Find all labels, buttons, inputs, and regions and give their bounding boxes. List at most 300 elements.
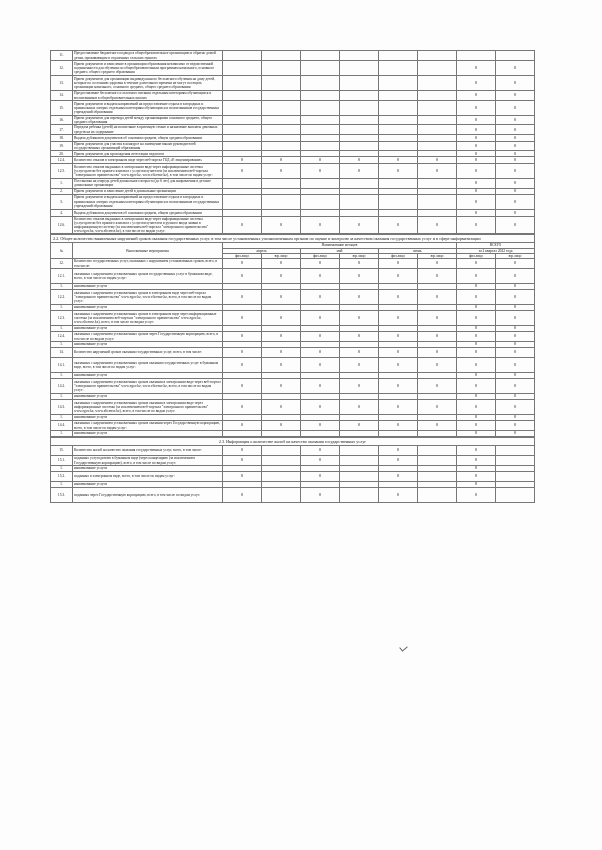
value-cell: 0 — [457, 305, 496, 311]
value-cell: 0 — [457, 482, 496, 488]
value-cell: 0 — [301, 164, 340, 179]
value-cell: 0 — [301, 446, 340, 456]
row-description: Передача ребенка (детей) на воспитание в приемную семью и назначение выплаты денежных средств на их содержание — [73, 125, 223, 134]
table-row — [51, 259, 535, 269]
value-cell — [223, 125, 262, 134]
value-cell: 0 — [496, 151, 535, 157]
value-cell: 0 — [418, 358, 457, 373]
value-cell: 0 — [379, 290, 418, 305]
value-cell: 0 — [301, 311, 340, 326]
value-cell — [418, 134, 457, 141]
value-cell: 0 — [457, 400, 496, 415]
value-cell: 0 — [418, 164, 457, 179]
value-cell: 0 — [496, 290, 535, 305]
value-cell: 0 — [340, 290, 379, 305]
row-number: 13. — [51, 76, 73, 91]
value-cell: 0 — [379, 379, 418, 394]
value-cell — [262, 209, 301, 216]
value-cell: 0 — [457, 91, 496, 101]
value-cell — [418, 91, 457, 101]
subcol-phys: физ.лицо — [457, 253, 496, 258]
row-number: 1. — [51, 326, 73, 332]
row-description: наименование услуги — [73, 284, 223, 290]
value-cell: 0 — [340, 311, 379, 326]
row-number: 12.2. — [51, 290, 73, 305]
value-cell — [379, 134, 418, 141]
table-row — [51, 76, 535, 91]
row-number: 1. — [51, 305, 73, 311]
subcol-phys: физ.лицо — [223, 253, 262, 258]
table-row — [51, 269, 535, 284]
value-cell: 0 — [379, 400, 418, 415]
value-cell: 0 — [301, 290, 340, 305]
value-cell — [262, 51, 301, 61]
value-cell: 0 — [457, 446, 496, 456]
value-cell — [418, 51, 457, 61]
table-row — [51, 116, 535, 125]
value-cell: 0 — [340, 259, 379, 269]
section-2-3-title: 2.3. Информация о количестве жалоб на качество оказания государственных услуг — [50, 437, 535, 445]
table-row — [51, 179, 535, 188]
value-cell: 0 — [496, 379, 535, 394]
value-cell — [379, 141, 418, 150]
row-description: оказанных с нарушением установленных сроков в электронном виде через веб-портал "электронного правительства" www.egov.kz, www.elicense.kz, всего, в том числе по видам услуг: — [73, 290, 223, 305]
value-cell: 0 — [379, 348, 418, 358]
value-cell: 0 — [262, 348, 301, 358]
value-cell — [301, 61, 340, 76]
value-cell: 0 — [340, 269, 379, 284]
value-cell — [496, 456, 535, 466]
col-total-header: ВСЕГО — [457, 243, 535, 248]
value-cell: 0 — [457, 421, 496, 431]
value-cell: 0 — [496, 141, 535, 150]
value-cell: 0 — [223, 446, 262, 456]
value-cell — [379, 61, 418, 76]
value-cell: 0 — [457, 373, 496, 379]
value-cell — [262, 472, 301, 482]
table-row — [51, 290, 535, 305]
value-cell — [340, 431, 379, 437]
value-cell — [262, 61, 301, 76]
total-period-header: за 2 квартал 2022 года — [457, 248, 535, 253]
table-row — [51, 472, 535, 482]
value-cell — [262, 76, 301, 91]
value-cell — [379, 116, 418, 125]
row-description: Постановка на очередь детей дошкольного возраста (до 6 лет) для направления в детские дошкольные организации — [73, 179, 223, 188]
value-cell: 0 — [379, 164, 418, 179]
value-cell: 0 — [418, 421, 457, 431]
value-cell — [262, 431, 301, 437]
value-cell: 0 — [457, 284, 496, 290]
value-cell — [340, 141, 379, 150]
value-cell: 0 — [457, 342, 496, 348]
row-description: наименование услуги — [73, 394, 223, 400]
value-cell: 0 — [301, 332, 340, 342]
value-cell — [262, 116, 301, 125]
row-number: 14. — [51, 91, 73, 101]
value-cell — [379, 51, 418, 61]
value-cell: 0 — [301, 358, 340, 373]
value-cell: 0 — [457, 134, 496, 141]
value-cell: 0 — [418, 379, 457, 394]
row-description: Прием документов и выдача направлений на предоставление отдыха в загородных и пришкольных лагерях отдельным категориям обучающихся и воспитанников государственных учреждений образования — [73, 194, 223, 209]
row-description: Количество жалоб на качество оказания государственных услуг, всего, в том числе: — [73, 446, 223, 456]
value-cell — [379, 76, 418, 91]
value-cell: 0 — [457, 101, 496, 116]
value-cell: 0 — [457, 209, 496, 216]
value-cell: 0 — [262, 400, 301, 415]
value-cell — [262, 101, 301, 116]
value-cell — [301, 91, 340, 101]
value-cell: 0 — [496, 421, 535, 431]
table-row — [51, 358, 535, 373]
value-cell: 0 — [418, 332, 457, 342]
value-cell: 0 — [457, 76, 496, 91]
row-description: Прием документов и выдача направлений на предоставление отдыха в загородных и пришкольных лагерях отдельным категориям обучающихся и воспитанников государственных учреждений образования — [73, 101, 223, 116]
value-cell — [340, 194, 379, 209]
value-cell: 0 — [457, 472, 496, 482]
table-row — [51, 125, 535, 134]
row-number: 11. — [51, 51, 73, 61]
value-cell: 0 — [262, 358, 301, 373]
value-cell — [223, 134, 262, 141]
row-number: 1. — [51, 284, 73, 290]
row-number: 18. — [51, 134, 73, 141]
value-cell: 0 — [457, 394, 496, 400]
row-number: 15. — [51, 101, 73, 116]
row-description: оказанных с нарушением установленных сроков через Государственную корпорацию, всего, в том числе по видам услуг: — [73, 332, 223, 342]
col-event-header: Выполненные мероприятия — [73, 243, 223, 259]
row-description: оказанных с нарушением установленных сроков оказания в электронном виде через веб-портал "электронного правительства" www.egov.kz, www.elicense.kz, всего, в том числе по видам услуг: — [74, 379, 221, 393]
value-cell: 0 — [496, 415, 535, 421]
row-description: Прием документов для участия в конкурсе на замещение вакант руководителей государственных организаций образования — [73, 141, 223, 150]
value-cell: 0 — [301, 379, 340, 394]
value-cell: 0 — [418, 400, 457, 415]
value-cell: 0 — [418, 216, 457, 234]
subcol-phys: физ.лицо — [301, 253, 340, 258]
row-description: Количество отказов в электронном виде через веб-портал ГБД «Е-лицензирование» — [73, 157, 223, 164]
value-cell: 0 — [457, 269, 496, 284]
table-row — [51, 446, 535, 456]
row-description: Прием документов для организации индивидуального бесплатного обучения на дому детей, которые по состоянию здоровья в течение длительного времени не могут посещать организации начального, основного среднего, общего среднего образования — [73, 76, 223, 91]
value-cell: 0 — [301, 488, 340, 503]
value-cell — [262, 456, 301, 466]
value-cell — [223, 194, 262, 209]
value-cell: 0 — [301, 269, 340, 284]
row-number: 1. — [51, 415, 73, 421]
value-cell — [301, 209, 340, 216]
table-row — [51, 332, 535, 342]
col-period-header: Наименование месяцев — [223, 243, 457, 248]
value-cell: 0 — [262, 332, 301, 342]
row-description: наименование услуги — [73, 415, 223, 421]
value-cell: 0 — [379, 216, 418, 234]
row-description: Предоставление бесплатного и льготного питания отдельным категориям обучающихся и воспитанников в общеобразовательных школах — [73, 91, 223, 101]
value-cell: 0 — [223, 259, 262, 269]
value-cell: 0 — [457, 216, 496, 234]
row-number: 12.1. — [51, 269, 73, 284]
table-row — [51, 431, 535, 437]
value-cell — [262, 141, 301, 150]
value-cell: 0 — [223, 358, 262, 373]
value-cell: 0 — [379, 358, 418, 373]
value-cell: 0 — [301, 456, 340, 466]
value-cell — [301, 431, 340, 437]
value-cell — [418, 101, 457, 116]
row-description: Количество государственных услуг, оказанных с нарушением установленных сроков, всего, в том числе: — [73, 259, 223, 269]
value-cell: 0 — [457, 164, 496, 179]
row-description: оказанных с нарушением установленных сроков в электронном виде через информационные системы (за исключением веб-портала "электронного правительства" www.egov.kz, www.elicense.kz), всего, в том числе по видам услуг: — [73, 311, 223, 326]
row-number: 20. — [51, 151, 73, 157]
table-row — [51, 348, 535, 358]
value-cell — [223, 91, 262, 101]
value-cell — [496, 472, 535, 482]
value-cell — [379, 179, 418, 188]
table-violations — [50, 242, 535, 437]
row-number: 15. — [51, 446, 73, 456]
value-cell: 0 — [496, 305, 535, 311]
value-cell: 0 — [262, 290, 301, 305]
value-cell: 0 — [457, 348, 496, 358]
value-cell: 0 — [418, 311, 457, 326]
row-description: наименование услуги — [73, 466, 223, 472]
value-cell: 0 — [457, 332, 496, 342]
table-row — [51, 91, 535, 101]
value-cell — [340, 488, 379, 503]
row-description: Количество отказов выданных в электронном виде через информационные системы (услугодатели без прямого кэнтакта с услугополучателем (за исключением веб-портала "электронного правительства" www.egov.kz, www.elicense.kz), в том числе по видам услуг: — [73, 164, 223, 179]
value-cell: 0 — [496, 348, 535, 358]
table-row — [51, 194, 535, 209]
value-cell: 0 — [223, 311, 262, 326]
value-cell: 0 — [496, 76, 535, 91]
row-number: 12.4. — [51, 332, 73, 342]
value-cell: 0 — [223, 157, 262, 164]
value-cell: 0 — [301, 472, 340, 482]
value-cell — [223, 179, 262, 188]
value-cell — [340, 125, 379, 134]
value-cell — [496, 488, 535, 503]
value-cell: 0 — [379, 259, 418, 269]
value-cell: 0 — [340, 348, 379, 358]
value-cell: 0 — [457, 188, 496, 194]
row-description: поданных услугодателю в бумажном виде (через канцелярию (за исключением Государственную корпорацию), всего, в том числе по видам услуг: — [73, 456, 223, 466]
value-cell: 0 — [340, 379, 379, 394]
row-number: 14.1. — [51, 358, 73, 373]
value-cell — [262, 194, 301, 209]
value-cell: 0 — [418, 157, 457, 164]
value-cell: 0 — [496, 157, 535, 164]
table-row — [51, 400, 535, 415]
value-cell: 0 — [379, 311, 418, 326]
value-cell — [223, 76, 262, 91]
value-cell: 0 — [457, 141, 496, 150]
value-cell — [340, 179, 379, 188]
value-cell — [262, 134, 301, 141]
value-cell: 0 — [262, 269, 301, 284]
section-2-2-title: 2.2. Общее количество выявленных нарушений сроков оказания государственных услуг, в том числе установленных уполномоченным органом по оценке и контролю за качеством оказания государственных услуг и в сфере информатизации — [50, 234, 535, 242]
value-cell — [418, 125, 457, 134]
value-cell: 0 — [340, 332, 379, 342]
table-row — [51, 61, 535, 76]
col-num-header: № — [51, 243, 73, 259]
value-cell: 0 — [379, 421, 418, 431]
value-cell: 0 — [223, 290, 262, 305]
row-number: 1. — [51, 342, 73, 348]
month-april-header: апрель — [223, 248, 301, 253]
value-cell: 0 — [496, 259, 535, 269]
value-cell: 0 — [340, 216, 379, 234]
row-description: наименование услуги — [73, 326, 223, 332]
row-description: Прием документов для перевода детей между организациями основного среднего, общего среднего образования — [73, 116, 223, 125]
table-violations-body — [51, 259, 535, 437]
value-cell: 0 — [496, 373, 535, 379]
row-description: Выдача дубликатов документов об основном среднем, общем среднем образовании — [73, 134, 223, 141]
value-cell — [223, 61, 262, 76]
value-cell — [418, 194, 457, 209]
value-cell: 0 — [496, 284, 535, 290]
value-cell — [223, 101, 262, 116]
value-cell — [340, 446, 379, 456]
table-row — [51, 421, 535, 431]
value-cell — [418, 488, 457, 503]
value-cell: 0 — [379, 488, 418, 503]
value-cell — [379, 91, 418, 101]
row-description: Количество отказов выданных в электронном виде через информационные системы (услугодатели без прямого кэнтакта с услугополучателем и ручного ввода заявки в информационную систему (за исключением веб-портала "электронного правительства" www.egov.kz, www.elicense.kz), в том числе по видам услуг: — [73, 216, 223, 234]
value-cell: 0 — [457, 456, 496, 466]
value-cell — [379, 194, 418, 209]
report-page — [50, 50, 535, 503]
table-row — [51, 101, 535, 116]
value-cell: 0 — [262, 164, 301, 179]
row-description: наименование услуги — [73, 482, 223, 488]
row-description: Предоставление бюджетного подвода в общеобразовательное организацию и обратно домой детям, проживающим в отдаленных сельских пунктах — [73, 51, 223, 61]
value-cell: 0 — [418, 259, 457, 269]
value-cell — [379, 125, 418, 134]
row-number: 12.4. — [51, 157, 73, 164]
row-number: 12. — [51, 61, 73, 76]
value-cell — [418, 209, 457, 216]
value-cell: 0 — [496, 194, 535, 209]
row-number: 4. — [51, 209, 73, 216]
value-cell: 0 — [496, 342, 535, 348]
value-cell — [340, 76, 379, 91]
row-description: Выдача дубликатов документов об основном среднем, общем среднем образовании — [73, 209, 223, 216]
value-cell — [301, 51, 340, 61]
value-cell: 0 — [223, 332, 262, 342]
row-number: 16. — [51, 116, 73, 125]
pen-check-mark — [399, 643, 408, 651]
value-cell: 0 — [457, 61, 496, 76]
value-cell — [457, 51, 496, 61]
value-cell: 0 — [379, 332, 418, 342]
table-row — [51, 51, 535, 61]
value-cell: 0 — [418, 348, 457, 358]
value-cell: 0 — [301, 259, 340, 269]
row-number: 1. — [51, 394, 73, 400]
value-cell — [340, 456, 379, 466]
value-cell — [418, 456, 457, 466]
value-cell: 0 — [457, 157, 496, 164]
value-cell: 0 — [262, 157, 301, 164]
value-cell — [262, 488, 301, 503]
value-cell — [340, 134, 379, 141]
value-cell — [223, 141, 262, 150]
value-cell — [496, 51, 535, 61]
value-cell: 0 — [496, 394, 535, 400]
value-cell: 0 — [457, 431, 496, 437]
value-cell — [223, 116, 262, 125]
table-row — [51, 134, 535, 141]
value-cell: 0 — [301, 157, 340, 164]
value-cell: 0 — [457, 311, 496, 326]
value-cell: 0 — [496, 91, 535, 101]
value-cell: 0 — [340, 400, 379, 415]
row-description: наименование услуги — [73, 305, 223, 311]
value-cell: 0 — [496, 209, 535, 216]
value-cell: 0 — [496, 311, 535, 326]
value-cell — [340, 209, 379, 216]
row-number: 15.3. — [51, 488, 73, 503]
value-cell: 0 — [262, 311, 301, 326]
value-cell — [418, 116, 457, 125]
table-row — [51, 164, 535, 179]
value-cell: 0 — [496, 164, 535, 179]
value-cell — [340, 61, 379, 76]
row-number: 1. — [51, 373, 73, 379]
value-cell: 0 — [379, 456, 418, 466]
value-cell — [379, 431, 418, 437]
row-description: Прием документов и зачисление в организации образования независимо от ведомственной подчиненности для обучения по общеобразовательным программам начального, основного среднего, общего среднего образования — [73, 61, 223, 76]
value-cell: 0 — [457, 358, 496, 373]
row-description: оказанных с нарушением установленных сроков оказания через Государственную корпорацию, всего, в том числе по видам услуг: — [73, 421, 223, 431]
value-cell: 0 — [379, 157, 418, 164]
value-cell — [223, 209, 262, 216]
row-number: 1. — [51, 431, 73, 437]
table-row — [51, 141, 535, 150]
subcol-jur: юр.лицо — [496, 253, 535, 258]
value-cell: 0 — [340, 157, 379, 164]
value-cell — [262, 446, 301, 456]
row-number: 12.5. — [51, 164, 73, 179]
row-description: наименование услуги — [73, 431, 223, 437]
row-description: наименование услуги — [73, 342, 223, 348]
subcol-jur: юр.лицо — [418, 253, 457, 258]
value-cell: 0 — [223, 164, 262, 179]
value-cell — [301, 76, 340, 91]
value-cell: 0 — [223, 456, 262, 466]
value-cell: 0 — [301, 400, 340, 415]
row-number: 15.2. — [51, 472, 73, 482]
value-cell: 0 — [223, 379, 262, 394]
row-number: 12.3. — [51, 311, 73, 326]
value-cell: 0 — [457, 379, 496, 394]
value-cell — [379, 101, 418, 116]
value-cell: 0 — [340, 358, 379, 373]
row-description: наименование услуги — [73, 373, 223, 379]
row-number: 15.1. — [51, 456, 73, 466]
value-cell — [340, 91, 379, 101]
subcol-jur: юр.лицо — [340, 253, 379, 258]
row-description: Прием документов для прохождения аттестации педагогов — [73, 151, 223, 157]
row-number: 14.4. — [51, 421, 73, 431]
row-number: 19. — [51, 141, 73, 150]
row-number: 17. — [51, 125, 73, 134]
value-cell — [301, 179, 340, 188]
value-cell: 0 — [379, 472, 418, 482]
value-cell: 0 — [457, 259, 496, 269]
row-number: 14.2. — [51, 379, 73, 394]
value-cell: 0 — [223, 269, 262, 284]
